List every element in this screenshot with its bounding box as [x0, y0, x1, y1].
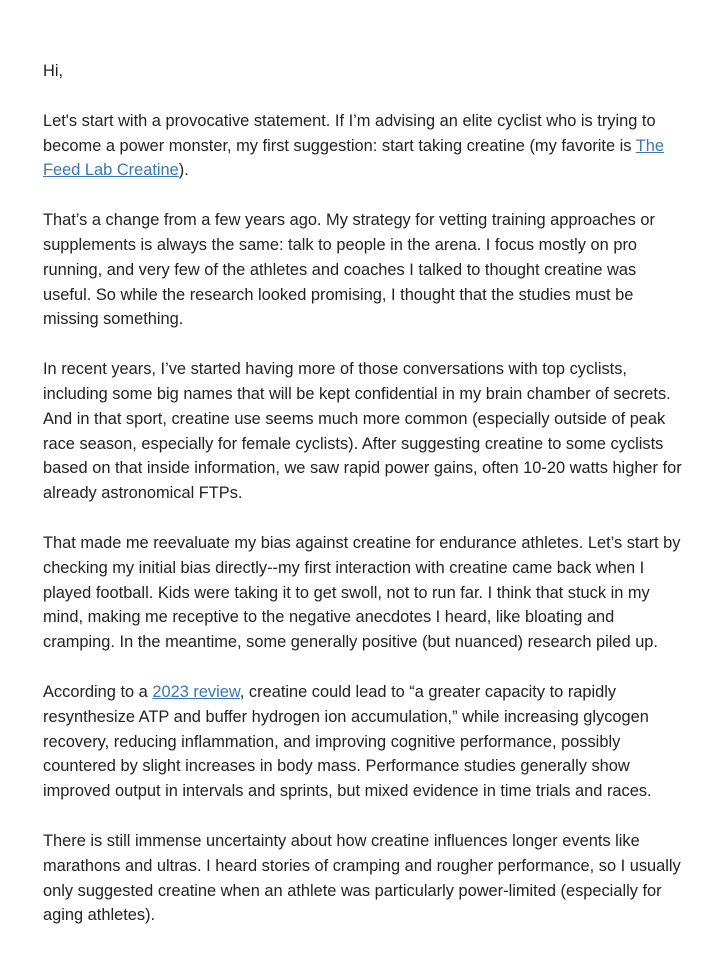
2023-review-link[interactable]: 2023 review	[152, 682, 240, 701]
paragraph-review	[43, 680, 683, 804]
paragraph-intro-text: Let's start with a provocative statement. If I’m advising an elite cyclist who is trying to become a power monster, my first suggestion: start taking creatine (my favorite is	[43, 111, 656, 155]
paragraph-intro	[43, 109, 683, 183]
paragraph-cyclists: In recent years, I’ve started having more of those conversations with top cyclists, including some big names that will be kept confidential in my brain chamber of secrets. And in that sport, creatine use seems much more common (especially outside of peak race season, especially for female cyclists). After suggesting creatine to some cyclists based on that inside information, we saw rapid power gains, often 10-20 watts higher for already astronomical FTPs.	[43, 360, 682, 503]
greeting: Hi,	[43, 62, 64, 80]
paragraph-bias: That made me reevaluate my bias against creatine for endurance athletes. Let’s start by checking my initial bias directly--my first interaction with creatine came back when I played football. Kids were taking it to get swoll, not to run far. I think that stuck in my mind, making me receptive to the negative anecdotes I heard, like bloating and cramping. In the meantime, some generally positive (but nuanced) research piled up.	[43, 533, 681, 652]
paragraph-uncertainty: There is still immense uncertainty about how creatine influences longer events like marathons and ultras. I heard stories of cramping and rougher performance, so I usually only suggested creatine when an athlete was particularly power-limited (especially for aging athletes).	[43, 831, 681, 925]
paragraph-change: That’s a change from a few years ago. My strategy for vetting training approaches or supplements is always the same: talk to people in the arena. I focus mostly on pro running, and very few of the athletes and coaches I talked to thought creatine was useful. So while the research looked promising, I thought that the studies must be missing something.	[43, 211, 655, 329]
email-body	[43, 59, 683, 953]
paragraph-intro-end: ).	[178, 161, 189, 180]
paragraph-review-end: , creatine could lead to “a greater capacity to rapidly resynthesize ATP and buffer hydrogen ion accumulation,” while increasing glycogen recovery, reducing inflammation, and improving cognitive performance, possibly countered by slight increases in body mass. Performance studies generally show improved output in intervals and sprints, but mixed evidence in time trials and races.	[43, 682, 652, 801]
feed-lab-creatine-link[interactable]: The Feed Lab Creatine	[43, 136, 664, 180]
paragraph-review-text: According to a	[43, 682, 153, 701]
